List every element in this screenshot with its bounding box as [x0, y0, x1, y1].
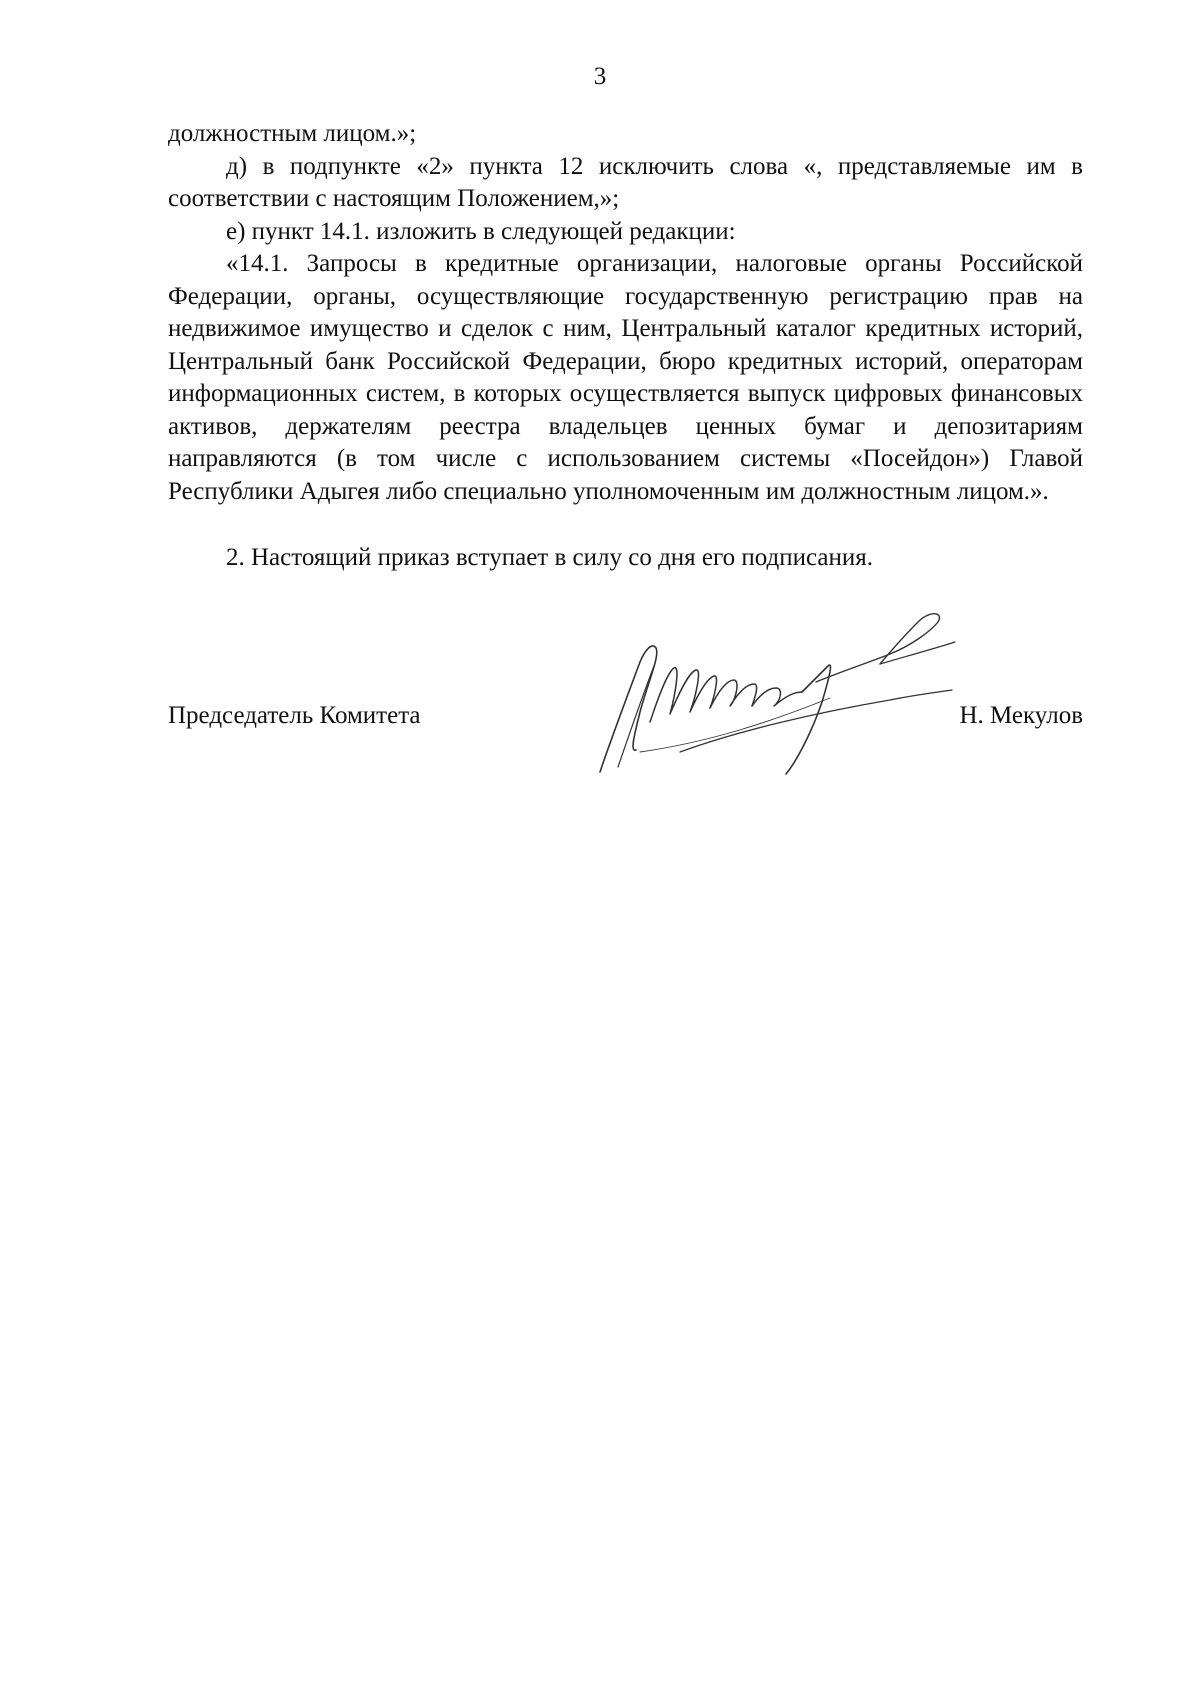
paragraph-quoted-14-1: «14.1. Запросы в кредитные организации, налоговые органы Российской Федерации, органы, осуществляющие государственную регистрацию прав на недвижимое имущество и сделок с ним, Центральный каталог кредитных историй, Центральный банк Российской Федерации, бюро кредитных историй, операторам информационных систем, в которых осуществляется выпуск цифровых финансовых активов, держателям реестра владельцев ценных бумаг и депозитариям направляются (в том числе с использованием системы «Посейдон») Главой Республики Адыгея либо специально уполномоченным им должностным лицом.».	[168, 250, 1083, 505]
paragraph-item-e: е) пункт 14.1. изложить в следующей редакции:	[226, 217, 736, 245]
signatory-title: Председатель Комитета	[168, 702, 421, 729]
signatory-name: Н. Мекулов	[959, 702, 1083, 729]
paragraph-gap	[168, 508, 1083, 542]
paragraph-continuation: должностным лицом.»;	[168, 120, 417, 147]
paragraph-item-d: д) в подпункте «2» пункта 12 исключить слова «, представляемые им в соответствии с настоящим Положением,»;	[168, 152, 1083, 212]
page-number: 3	[593, 63, 607, 90]
paragraph-effective-date: 2. Настоящий приказ вступает в силу со дня его подписания.	[226, 544, 874, 571]
document-body	[168, 118, 1083, 575]
signature-block	[168, 700, 1083, 740]
handwritten-signature	[590, 602, 970, 782]
